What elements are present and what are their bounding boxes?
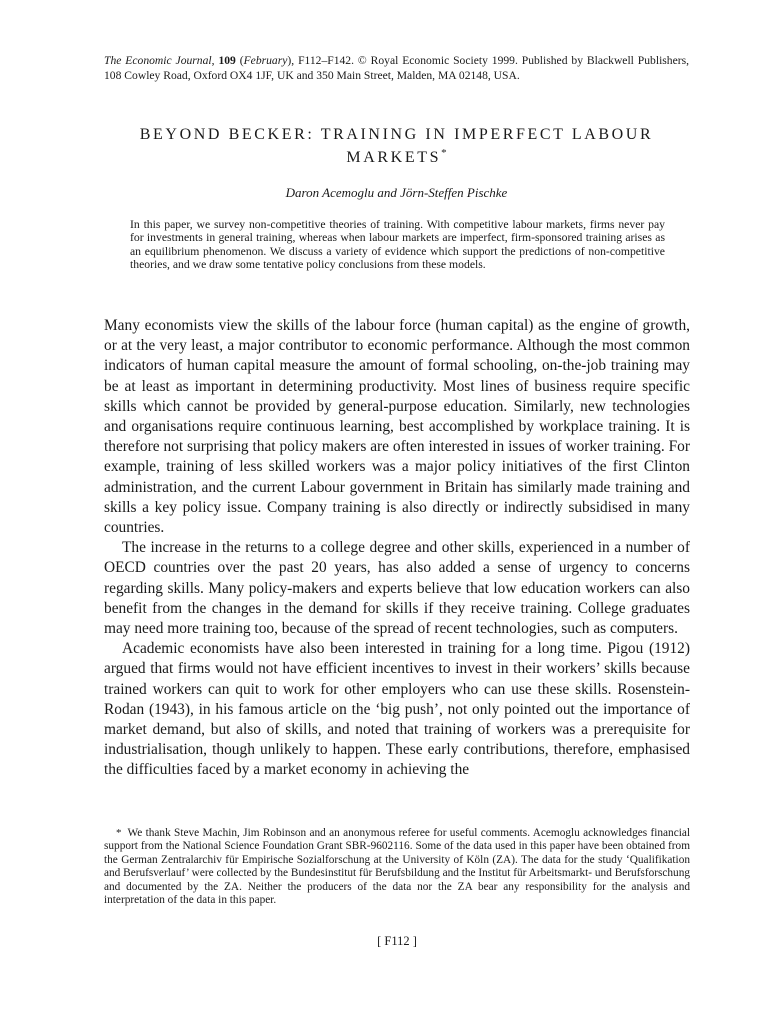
- paper-authors: Daron Acemoglu and Jörn-Steffen Pischke: [285, 185, 508, 200]
- body-paragraph: The increase in the returns to a college degree and other skills, experienced in a number of OECD countries over the past 20 years, has also added a sense of urgency to concerns regarding skills. Many policy-makers and experts believe that low education workers can also benefit from the changes in the demand for skills if they receive training. College graduates may need more training too, because of the spread of recent technologies, such as computers.: [104, 539, 690, 638]
- journal-citation: F112–F142. © Royal Economic Society 1999. Published by Blackwell Publishers, 108 Cowley Road, Oxford OX4 1JF, UK and 350 Main Street, Malden, MA 02148, USA.: [104, 54, 690, 82]
- paper-title: [104, 123, 689, 169]
- journal-header: The Economic Journal, 109 (February), F112–F142. © Royal Economic Society 1999. Published by Blackwell Publishers, 108 Cowley Road, Oxford OX4 1JF, UK and 350 Main Street, Malden, MA 02148, USA.: [104, 54, 690, 82]
- journal-issue: February: [243, 54, 288, 67]
- body-paragraph: Academic economists have also been interested in training for a long time. Pigou (1912) argued that firms would not have efficient incentives to invest in their workers’ skills because trained workers can quit to work for other employers who can use these skills. Rosenstein-Rodan (1943), in his famous article on the ‘big push’, not only pointed out the importance of market demand, but also of skills, and noted that training of workers was a prerequisite for industrialisation, though unlikely to happen. These early contributions, therefore, emphasised the difficulties faced by a market economy in achieving the: [104, 640, 690, 779]
- title-footnote-marker: *: [441, 147, 447, 159]
- page-number: [ F112 ]: [377, 934, 417, 948]
- footnote-text: We thank Steve Machin, Jim Robinson and an anonymous referee for useful comments. Acemoglu acknowledges financial support from the National Science Foundation Grant SBR-9602116. Some of the data used in this paper have been obtained from the German Zentralarchiv für Empirische Sozialforschung at the University of Köln (ZA). The data for the study ‘Qualifikation and Berufsverlauf’ were collected by the Bundesinstitut für Berufsbildung and the Institut für Arbeitsmarkt- und Berufsforschung and documented by the ZA. Neither the producers of the data nor the ZA bear any responsibility for the analysis and interpretation of the data in this paper.: [104, 827, 690, 907]
- journal-name: The Economic Journal: [104, 54, 212, 67]
- paper-title-text: BEYOND BECKER: TRAINING IN IMPERFECT LABOUR MARKETS: [139, 126, 654, 166]
- body-paragraph: Many economists view the skills of the labour force (human capital) as the engine of growth, or at the very least, a major contributor to economic performance. Although the most common indicators of human capital measure the amount of formal schooling, on-the-job training may be at least as important in determining productivity. Most lines of business require specific skills which cannot be provided by general-purpose education. Similarly, new technologies and organisations require continuous learning, best accomplished by workplace training. It is therefore not surprising that policy makers are often interested in issues of worker training. For example, training of less skilled workers was a major policy initiatives of the first Clinton administration, and the current Labour government in Britain has similarly made training and skills a key policy issue. Company training is also directly or indirectly subsidised in many countries.: [104, 317, 690, 537]
- journal-volume: 109: [218, 54, 236, 67]
- footnote-marker: *: [116, 827, 122, 839]
- body-text: [104, 316, 690, 781]
- footnote: [104, 827, 690, 907]
- abstract: In this paper, we survey non-competitive theories of training. With competitive labour markets, firms never pay for investments in general training, whereas when labour markets are imperfect, firm-sponsored training arises as an equilibrium phenomenon. We discuss a variety of evidence which support the predictions of non-competitive theories, and we draw some tentative policy conclusions from these models.: [130, 218, 665, 272]
